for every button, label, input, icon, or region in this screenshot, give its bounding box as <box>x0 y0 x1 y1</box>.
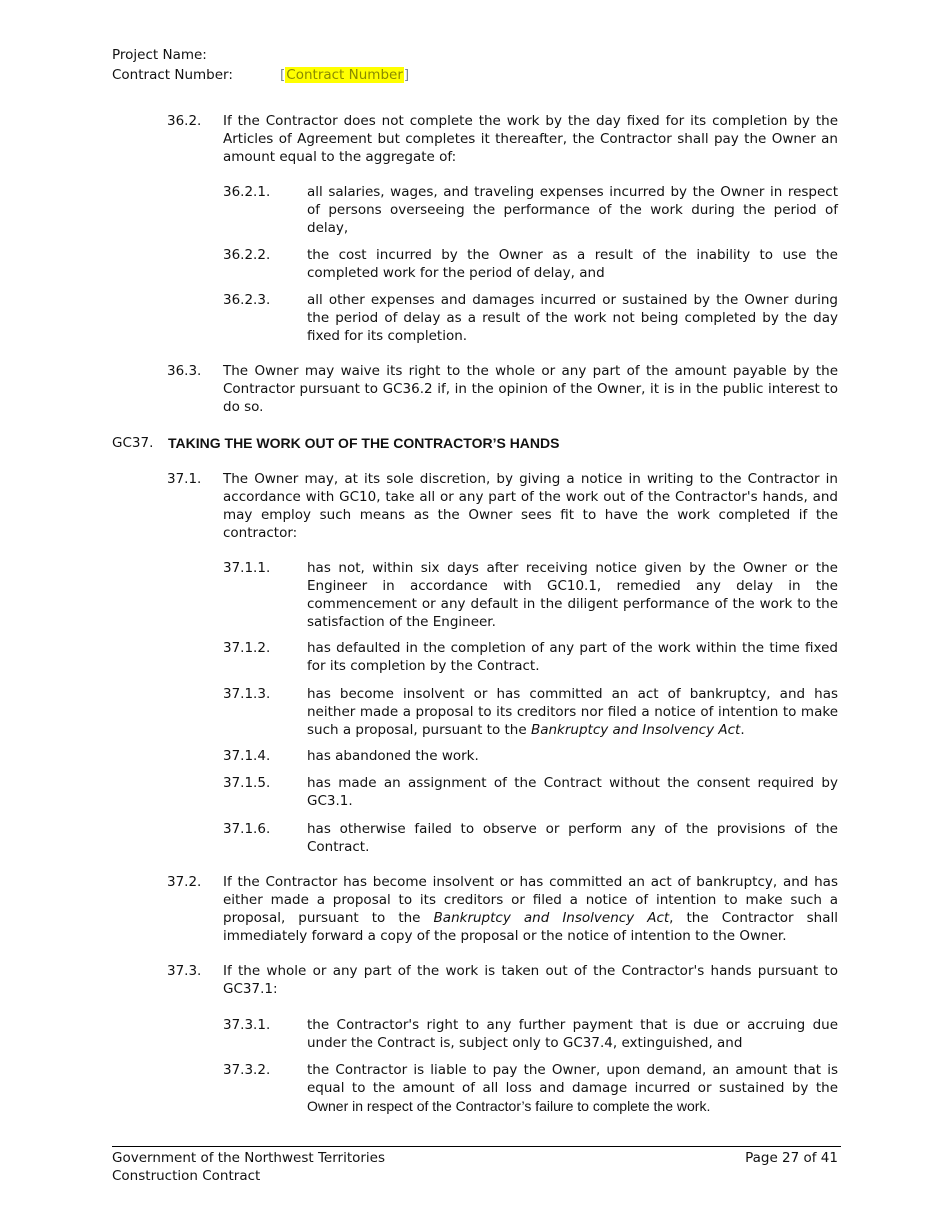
clause-text: has otherwise failed to observe or perform any of the provisions of the Contract. <box>307 821 838 855</box>
bracket-open: [ <box>280 67 286 83</box>
footer-document-title: Construction Contract <box>112 1168 261 1184</box>
footer-divider <box>112 1146 841 1147</box>
clause-number: 37.1. <box>167 471 202 487</box>
bracket-close: ] <box>403 67 410 83</box>
act-title: Bankruptcy and Insolvency Act <box>530 722 741 738</box>
clause-text-part: the Contractor is liable to pay the Owner, upon demand, an amount that is equal to the amount of all loss and damage incurred or sustained by the <box>307 1062 838 1096</box>
clause-text-part: has become insolvent or has committed an act of bankruptcy, and has neither made a proposal to its creditors nor filed a notice of intention to make such a proposal, pursuant to the <box>307 686 838 738</box>
contract-number-field[interactable] <box>280 65 409 85</box>
clause-text: all other expenses and damages incurred or sustained by the Owner during the period of delay as a result of the work not being completed by the day fixed for its completion. <box>307 292 838 344</box>
section-number: GC37. <box>112 435 154 451</box>
clause-text-part: , the Contractor shall immediately forward a copy of the proposal or the notice of intention to the Owner. <box>223 910 838 944</box>
clause-text: has made an assignment of the Contract without the consent required by GC3.1. <box>307 775 838 809</box>
clause-text: has abandoned the work. <box>307 748 479 764</box>
clause-text-part: Owner in respect of the Contractor’s failure to complete the work. <box>307 1098 711 1114</box>
clause-text: the Contractor's right to any further payment that is due or accruing due under the Contract is, subject only to GC37.4, extinguished, and <box>307 1017 838 1051</box>
footer-organization: Government of the Northwest Territories <box>112 1150 386 1166</box>
clause-text <box>223 873 838 945</box>
clause-number: 37.2. <box>167 874 202 890</box>
clause-number: 37.3. <box>167 963 202 979</box>
clause-number: 37.1.1. <box>223 560 271 576</box>
footer-left <box>112 1149 385 1185</box>
clause-number: 37.3.1. <box>223 1017 271 1033</box>
clause-text: has not, within six days after receiving notice given by the Owner or the Engineer in accordance with GC10.1, remedied any delay in the commencement or any default in the diligent performance of the work to the satisfaction of the Engineer. <box>307 560 838 630</box>
clause-text: The Owner may, at its sole discretion, by giving a notice in writing to the Contractor in accordance with GC10, take all or any part of the work out of the Contractor's hands, and may employ such means as the Owner sees fit to have the work completed if the contractor: <box>223 471 838 541</box>
clause-number: 36.2.3. <box>223 292 271 308</box>
clause-number: 37.1.3. <box>223 686 271 702</box>
contract-number-placeholder: Contract Number <box>286 67 403 83</box>
clause-number: 37.1.6. <box>223 821 271 837</box>
clause-text: If the whole or any part of the work is taken out of the Contractor's hands pursuant to GC37.1: <box>223 963 838 997</box>
clause-text-part: If the Contractor has become insolvent or has committed an act of bankruptcy, and has either made a proposal to its creditors or filed a notice of intention to make such a proposal, pursuant to the <box>223 874 838 926</box>
clause-text: The Owner may waive its right to the whole or any part of the amount payable by the Contractor pursuant to GC36.2 if, in the opinion of the Owner, it is in the public interest to do so. <box>223 363 838 415</box>
clause-number: 37.1.4. <box>223 748 271 764</box>
clause-text <box>307 685 838 739</box>
clause-text: all salaries, wages, and traveling expenses incurred by the Owner in respect of persons overseeing the performance of the work during the period of delay, <box>307 184 838 236</box>
clause-number: 37.1.5. <box>223 775 271 791</box>
clause-number: 36.3. <box>167 363 202 379</box>
clause-text: the cost incurred by the Owner as a result of the inability to use the completed work for the period of delay, and <box>307 247 838 281</box>
page-number: Page 27 of 41 <box>745 1150 838 1166</box>
clause-text-part: . <box>740 722 745 738</box>
contract-number-label: Contract Number: <box>112 67 233 83</box>
clause-number: 36.2.2. <box>223 247 271 263</box>
clause-number: 37.3.2. <box>223 1062 271 1078</box>
clause-number: 37.1.2. <box>223 640 271 656</box>
act-title: Bankruptcy and Insolvency Act <box>433 910 670 926</box>
page-header <box>112 45 409 85</box>
clause-text: has defaulted in the completion of any part of the work within the time fixed for its completion by the Contract. <box>307 640 838 674</box>
clause-text: If the Contractor does not complete the work by the day fixed for its completion by the Articles of Agreement but completes it thereafter, the Contractor shall pay the Owner an amount equal to the aggregate of: <box>223 113 838 165</box>
section-title: TAKING THE WORK OUT OF THE CONTRACTOR’S HANDS <box>168 435 560 451</box>
project-name-label: Project Name: <box>112 47 207 63</box>
clause-number: 36.2. <box>167 113 202 129</box>
clause-number: 36.2.1. <box>223 184 271 200</box>
clause-text <box>307 1061 838 1116</box>
